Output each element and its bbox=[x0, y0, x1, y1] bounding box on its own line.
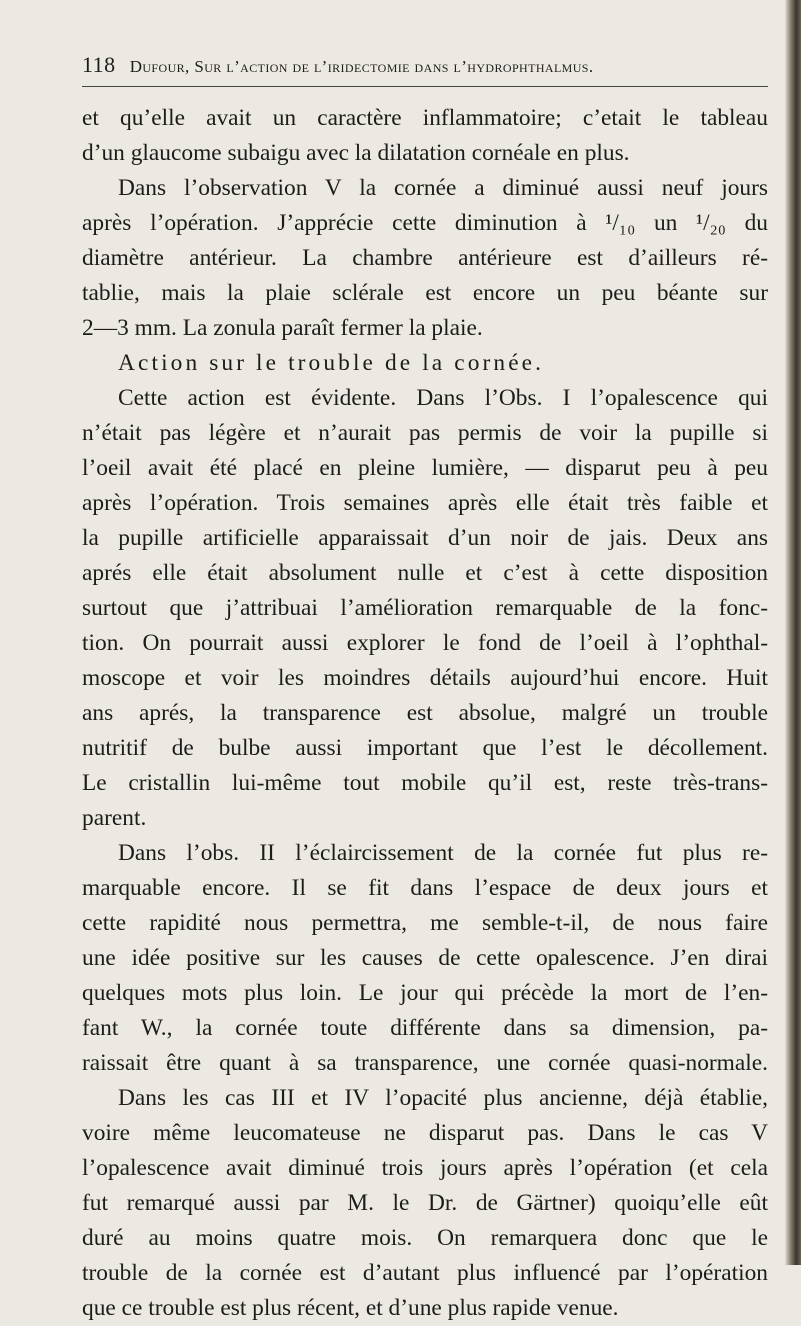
header-rule bbox=[82, 86, 768, 87]
text-line: raissait être quant à sa transparence, une cornée quasi-normale. bbox=[82, 1050, 768, 1076]
text-line: après l’opération. J’apprécie cette diminution à ¹/₁₀ un ¹/₂₀ du bbox=[82, 210, 768, 236]
text-line: fut remarqué aussi par M. le Dr. de Gärtner) quoiqu’elle eût bbox=[82, 1190, 768, 1216]
text-line: Dans l’obs. II l’éclaircissement de la cornée fut plus re- bbox=[118, 840, 768, 866]
text-line: parent. bbox=[82, 805, 147, 831]
text-line: surtout que j’attribuai l’amélioration remarquable de la fonc- bbox=[82, 595, 768, 621]
running-title-text: Sur l’action de l’iridectomie dans l’hydrophthalmus. bbox=[194, 57, 594, 76]
text-line: une idée positive sur les causes de cette opalescence. J’en dirai bbox=[82, 945, 768, 971]
text-line: aprés elle était absolument nulle et c’est à cette disposition bbox=[82, 560, 768, 586]
text-line: ans aprés, la transparence est absolue, malgré un trouble bbox=[82, 700, 768, 726]
page-number: 118 bbox=[82, 52, 116, 77]
text-line: Dans l’observation V la cornée a diminué aussi neuf jours bbox=[118, 175, 768, 201]
text-line: l’opalescence avait diminué trois jours après l’opération (et cela bbox=[82, 1155, 768, 1181]
text-line: trouble de la cornée est d’autant plus influencé par l’opération bbox=[82, 1260, 768, 1286]
text-line: Dans les cas III et IV l’opacité plus ancienne, déjà établie, bbox=[118, 1085, 768, 1111]
text-line: après l’opération. Trois semaines après elle était très faible et bbox=[82, 490, 768, 516]
text-line: et qu’elle avait un caractère inflammatoire; c’etait le tableau bbox=[82, 105, 768, 131]
text-line: marquable encore. Il se fit dans l’espace de deux jours et bbox=[82, 875, 768, 901]
running-title-author: Dufour, bbox=[129, 57, 190, 76]
text-line: moscope et voir les moindres détails aujourd’hui encore. Huit bbox=[82, 665, 768, 691]
running-title bbox=[130, 57, 594, 76]
text-line: tion. On pourrait aussi explorer le fond de l’oeil à l’ophthal- bbox=[82, 630, 768, 656]
text-line: quelques mots plus loin. Le jour qui précède la mort de l’en- bbox=[82, 980, 768, 1006]
section-heading: Action sur le trouble de la cornée. bbox=[118, 350, 545, 376]
text-line: la pupille artificielle apparaissait d’un noir de jais. Deux ans bbox=[82, 525, 768, 551]
text-line: duré au moins quatre mois. On remarquera donc que le bbox=[82, 1225, 768, 1251]
page-edge-shadow bbox=[785, 0, 801, 1265]
text-line: tablie, mais la plaie sclérale est encore un peu béante sur bbox=[82, 280, 768, 306]
running-header bbox=[82, 52, 768, 80]
text-line: d’un glaucome subaigu avec la dilatation cornéale en plus. bbox=[82, 140, 630, 166]
text-line: cette rapidité nous permettra, me semble-t-il, de nous faire bbox=[82, 910, 768, 936]
text-line: Le cristallin lui-même tout mobile qu’il est, reste très-trans- bbox=[82, 770, 768, 796]
text-line: voire même leucomateuse ne disparut pas. Dans le cas V bbox=[82, 1120, 768, 1146]
text-line: diamètre antérieur. La chambre antérieure est d’ailleurs ré- bbox=[82, 245, 768, 271]
text-line: nutritif de bulbe aussi important que l’est le décollement. bbox=[82, 735, 768, 761]
text-line: l’oeil avait été placé en pleine lumière, — disparut peu à peu bbox=[82, 455, 768, 481]
text-line: que ce trouble est plus récent, et d’une plus rapide venue. bbox=[82, 1295, 619, 1321]
text-body bbox=[82, 101, 768, 1326]
text-line: Cette action est évidente. Dans l’Obs. I l’opalescence qui bbox=[118, 385, 768, 411]
text-line: n’était pas légère et n’aurait pas permis de voir la pupille si bbox=[82, 420, 768, 446]
text-line: 2—3 mm. La zonula paraît fermer la plaie. bbox=[82, 315, 483, 341]
text-line: fant W., la cornée toute différente dans sa dimension, pa- bbox=[82, 1015, 768, 1041]
